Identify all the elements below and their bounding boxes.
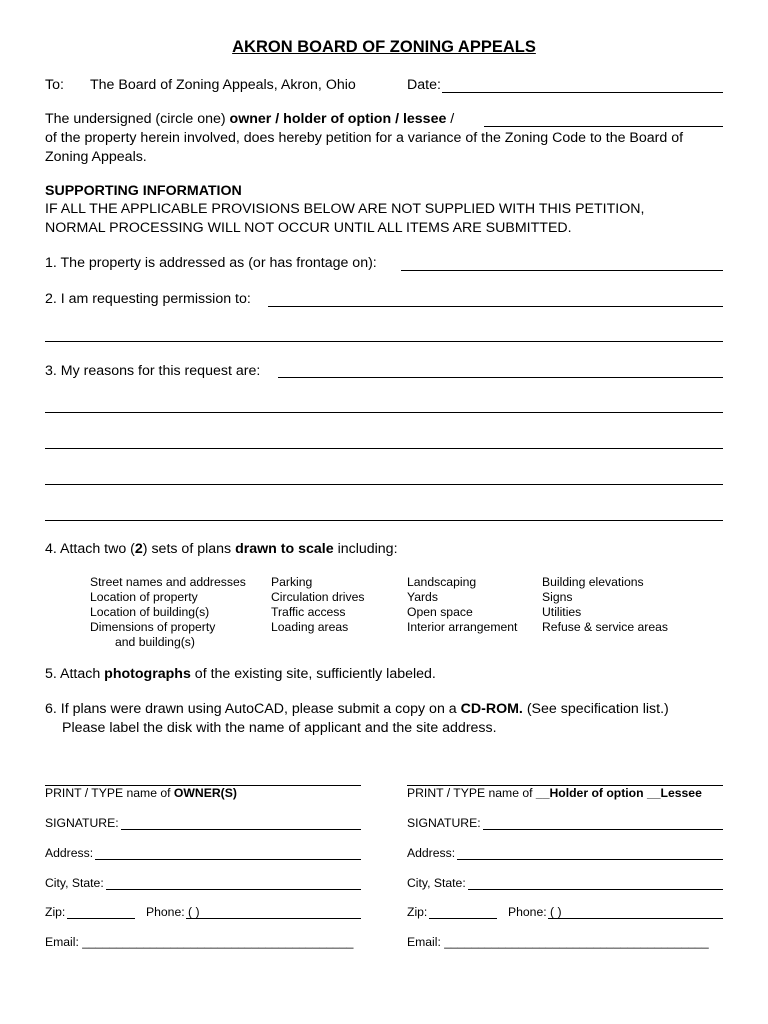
holder-zip-field[interactable] bbox=[429, 918, 497, 919]
owner-zip-field[interactable] bbox=[67, 918, 135, 919]
plan-item: Location of property bbox=[90, 590, 198, 604]
owner-email[interactable]: Email: ________________________________________ bbox=[45, 935, 354, 949]
owner-zip-label: Zip: bbox=[45, 905, 66, 919]
print-prefix: PRINT / TYPE name of bbox=[45, 786, 174, 800]
q5-suffix: of the existing site, sufficiently labeled. bbox=[190, 666, 436, 682]
plans-col-3 bbox=[407, 575, 517, 635]
phone-paren: ( ) bbox=[184, 905, 200, 919]
permission-field[interactable] bbox=[268, 306, 723, 307]
plan-item: Location of building(s) bbox=[90, 605, 210, 619]
option-holder[interactable]: holder of option bbox=[283, 111, 392, 127]
question-5 bbox=[45, 665, 436, 683]
date-label: Date: bbox=[407, 77, 441, 93]
q6-bold: CD-ROM. bbox=[460, 701, 523, 717]
holder-print-label bbox=[407, 786, 702, 801]
intro-sep: / bbox=[391, 111, 403, 127]
plan-item: and building(s) bbox=[115, 635, 195, 649]
plans-col-4 bbox=[542, 575, 668, 635]
to-value: The Board of Zoning Appeals, Akron, Ohio bbox=[90, 77, 356, 93]
intro-sep: / bbox=[271, 111, 284, 127]
question-6-line-2: Please label the disk with the name of applicant and the site address. bbox=[62, 720, 497, 736]
intro-line-2: of the property herein involved, does hereby petition for a variance of the Zoning Code to the Board of bbox=[45, 130, 684, 146]
owner-address-label: Address: bbox=[45, 846, 94, 860]
phone-label: Phone: bbox=[508, 905, 547, 919]
option-lessee[interactable]: lessee bbox=[402, 111, 447, 127]
print-prefix: PRINT / TYPE name of bbox=[407, 786, 536, 800]
holder-zip-label: Zip: bbox=[407, 905, 428, 919]
plan-item: Dimensions of property bbox=[90, 620, 216, 634]
page-title: AKRON BOARD OF ZONING APPEALS bbox=[232, 38, 536, 56]
holder-phone-field[interactable] bbox=[548, 918, 723, 919]
supporting-line-1: IF ALL THE APPLICABLE PROVISIONS BELOW ARE NOT SUPPLIED WITH THIS PETITION, bbox=[45, 201, 645, 217]
intro-line-3: Zoning Appeals. bbox=[45, 149, 147, 165]
plan-item: Circulation drives bbox=[271, 590, 365, 604]
q5-prefix: 5. Attach bbox=[45, 666, 105, 682]
option-owner[interactable]: owner bbox=[229, 111, 272, 127]
holder-city-label: City, State: bbox=[407, 876, 466, 890]
date-field[interactable] bbox=[442, 92, 723, 93]
plan-item: Parking bbox=[271, 575, 313, 589]
q6-prefix: 6. If plans were drawn using AutoCAD, please submit a copy on a bbox=[45, 701, 461, 717]
plan-item: Interior arrangement bbox=[407, 620, 518, 634]
supporting-line-2: NORMAL PROCESSING WILL NOT OCCUR UNTIL ALL ITEMS ARE SUBMITTED. bbox=[45, 220, 572, 236]
print-bold: OWNER(S) bbox=[173, 786, 237, 800]
plan-item: Signs bbox=[542, 590, 573, 604]
owner-city-label: City, State: bbox=[45, 876, 104, 890]
q6-suffix: (See specification list.) bbox=[522, 701, 669, 717]
print-bold: __Holder of option __Lessee bbox=[535, 786, 702, 800]
owner-print-label bbox=[45, 786, 237, 801]
question-4 bbox=[45, 540, 398, 558]
plan-item: Yards bbox=[407, 590, 438, 604]
owner-city-field[interactable] bbox=[106, 889, 361, 890]
question-1: 1. The property is addressed as (or has frontage on): bbox=[45, 255, 377, 271]
plan-item: Traffic access bbox=[271, 605, 346, 619]
intro-sep: / bbox=[446, 111, 455, 127]
holder-city-field[interactable] bbox=[468, 889, 723, 890]
to-label: To: bbox=[45, 77, 64, 93]
owner-phone-field[interactable] bbox=[186, 918, 361, 919]
plan-item: Loading areas bbox=[271, 620, 349, 634]
plan-item: Utilities bbox=[542, 605, 582, 619]
owner-signature-field[interactable] bbox=[121, 829, 361, 830]
reasons-field[interactable] bbox=[278, 377, 723, 378]
plan-item: Landscaping bbox=[407, 575, 477, 589]
permission-field-line-2[interactable] bbox=[45, 341, 723, 342]
property-address-field[interactable] bbox=[401, 270, 723, 271]
intro-prefix: The undersigned (circle one) bbox=[45, 111, 230, 127]
question-2: 2. I am requesting permission to: bbox=[45, 291, 251, 307]
owner-address-field[interactable] bbox=[95, 859, 361, 860]
q4-prefix: 4. Attach two ( bbox=[45, 541, 135, 557]
reasons-field-line-4[interactable] bbox=[45, 484, 723, 485]
owner-signature-label: SIGNATURE: bbox=[45, 816, 119, 830]
holder-address-field[interactable] bbox=[457, 859, 723, 860]
supporting-heading: SUPPORTING INFORMATION bbox=[45, 183, 242, 199]
holder-signature-label: SIGNATURE: bbox=[407, 816, 481, 830]
question-3: 3. My reasons for this request are: bbox=[45, 363, 261, 379]
phone-label: Phone: bbox=[146, 905, 185, 919]
holder-address-label: Address: bbox=[407, 846, 456, 860]
q4-number: 2 bbox=[134, 541, 143, 557]
q4-mid: ) sets of plans bbox=[142, 541, 236, 557]
question-6 bbox=[45, 700, 669, 718]
q4-suffix: including: bbox=[333, 541, 398, 557]
plan-item: Open space bbox=[407, 605, 473, 619]
plan-item: Refuse & service areas bbox=[542, 620, 668, 634]
holder-signature-field[interactable] bbox=[483, 829, 723, 830]
reasons-field-line-2[interactable] bbox=[45, 412, 723, 413]
plan-item: Street names and addresses bbox=[90, 575, 246, 589]
intro-line-1 bbox=[45, 110, 454, 128]
q4-bold: drawn to scale bbox=[235, 541, 334, 557]
plans-col-2 bbox=[271, 575, 364, 635]
reasons-field-line-5[interactable] bbox=[45, 520, 723, 521]
holder-email[interactable]: Email: _______________________________________ bbox=[407, 935, 709, 949]
plan-item: Building elevations bbox=[542, 575, 644, 589]
plans-col-1 bbox=[90, 575, 246, 650]
reasons-field-line-3[interactable] bbox=[45, 448, 723, 449]
phone-paren: ( ) bbox=[546, 905, 562, 919]
q5-bold: photographs bbox=[104, 666, 191, 682]
other-interest-field[interactable] bbox=[484, 126, 723, 127]
